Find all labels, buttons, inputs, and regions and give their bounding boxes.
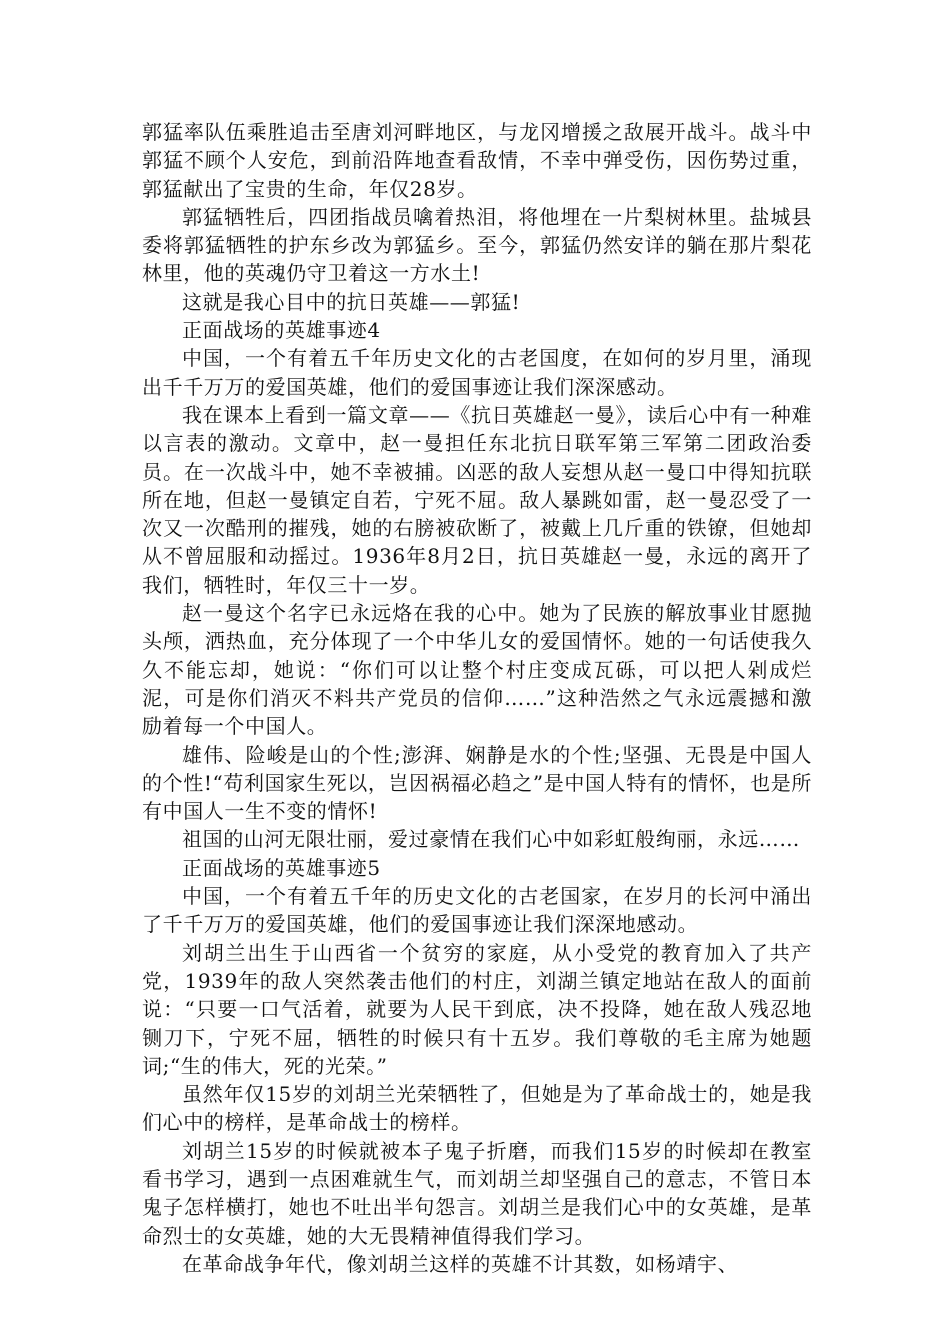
- paragraph-zhao-yiman-reflection: 赵一曼这个名字已永远烙在我的心中。她为了民族的解放事业甘愿抛头颅，洒热血，充分体现了一个中华儿女的爱国情怀。她的一句话使我久久不能忘却，她说：“你们可以让整个村庄变成瓦砾，可以把人剁成烂泥，可是你们消灭不料共产党员的信仰……”这种浩然之气永远震撼和激励着每一个中国人。: [142, 601, 812, 739]
- paragraph-revolutionary-heroes: 在革命战争年代，像刘胡兰这样的英雄不计其数，如杨靖宇、: [182, 1251, 739, 1276]
- paragraph-liu-hulan-comparison: 刘胡兰15岁的时候就被本子鬼子折磨，而我们15岁的时候却在教室看书学习，遇到一点困难就生气，而刘胡兰却坚强自己的意志，不管日本鬼子怎样横打，她也不吐出半句怨言。刘胡兰是我们心中的女英雄，是革命烈士的女英雄，她的大无畏精神值得我们学习。: [142, 1138, 812, 1248]
- section-heading-5: 正面战场的英雄事迹5: [182, 855, 381, 880]
- paragraph-intro-4: 中国，一个有着五千年历史文化的古老国度，在如何的岁月里，涌现出千千万万的爱国英雄，他们的爱国事迹让我们深深感动。: [142, 346, 812, 399]
- paragraph-liu-hulan-role-model: 虽然年仅15岁的刘胡兰光荣牺牲了，但她是为了革命战士的，她是我们心中的榜样，是革命战士的榜样。: [142, 1082, 812, 1135]
- paragraph-zhao-yiman-story: 我在课本上看到一篇文章——《抗日英雄赵一曼》，读后心中有一种难以言表的激动。文章中，赵一曼担任东北抗日联军第三军第二团政治委员。在一次战斗中，她不幸被捕。凶恶的敌人妄想从赵一曼口中得知抗联所在地，但赵一曼镇定自若，宁死不屈。敌人暴跳如雷，赵一曼忍受了一次又一次酷刑的摧残，她的右膀被砍断了，被戴上几斤重的铁镣，但她却从不曾屈服和动摇过。1936年8月2日，抗日英雄赵一曼，永远的离开了我们，牺牲时，年仅三十一岁。: [142, 402, 812, 597]
- paragraph-continuation: 郭猛率队伍乘胜追击至唐刘河畔地区，与龙冈增援之敌展开战斗。战斗中郭猛不顾个人安危，到前沿阵地查看敌情，不幸中弹受伤，因伤势过重，郭猛献出了宝贵的生命，年仅28岁。: [142, 120, 812, 201]
- paragraph-liu-hulan-story: 刘胡兰出生于山西省一个贫穷的家庭，从小受党的教育加入了共产党，1939年的敌人突然袭击他们的村庄，刘湖兰镇定地站在敌人的面前说：“只要一口气活着，就要为人民干到底，决不投降，她在敌人残忍地铡刀下，宁死不屈，牺牲的时候只有十五岁。我们尊敬的毛主席为她题词;“生的伟大，死的光荣。”: [142, 940, 812, 1078]
- paragraph-guo-meng-conclusion: 这就是我心目中的抗日英雄——郭猛!: [182, 289, 521, 314]
- paragraph-motherland: 祖国的山河无限壮丽，爱过豪情在我们心中如彩虹般绚丽，永远……: [182, 827, 800, 852]
- paragraph-guo-meng-burial: 郭猛牺牲后，四团指战员噙着热泪，将他埋在一片梨树林里。盐城县委将郭猛牺牲的护东乡改为郭猛乡。至今，郭猛仍然安详的躺在那片梨花林里，他的英魂仍守卫着这一方水土!: [142, 204, 812, 286]
- document-body: [142, 118, 812, 1278]
- section-heading-4: 正面战场的英雄事迹4: [182, 318, 381, 343]
- paragraph-national-character: 雄伟、险峻是山的个性;澎湃、娴静是水的个性;坚强、无畏是中国人的个性!“苟利国家生死以，岂因祸福必趋之”是中国人特有的情怀，也是所有中国人一生不变的情怀!: [142, 742, 812, 824]
- paragraph-intro-5: 中国，一个有着五千年的历史文化的古老国家，在岁月的长河中涌出了千千万万的爱国英雄，他们的爱国事迹让我们深深地感动。: [142, 884, 812, 937]
